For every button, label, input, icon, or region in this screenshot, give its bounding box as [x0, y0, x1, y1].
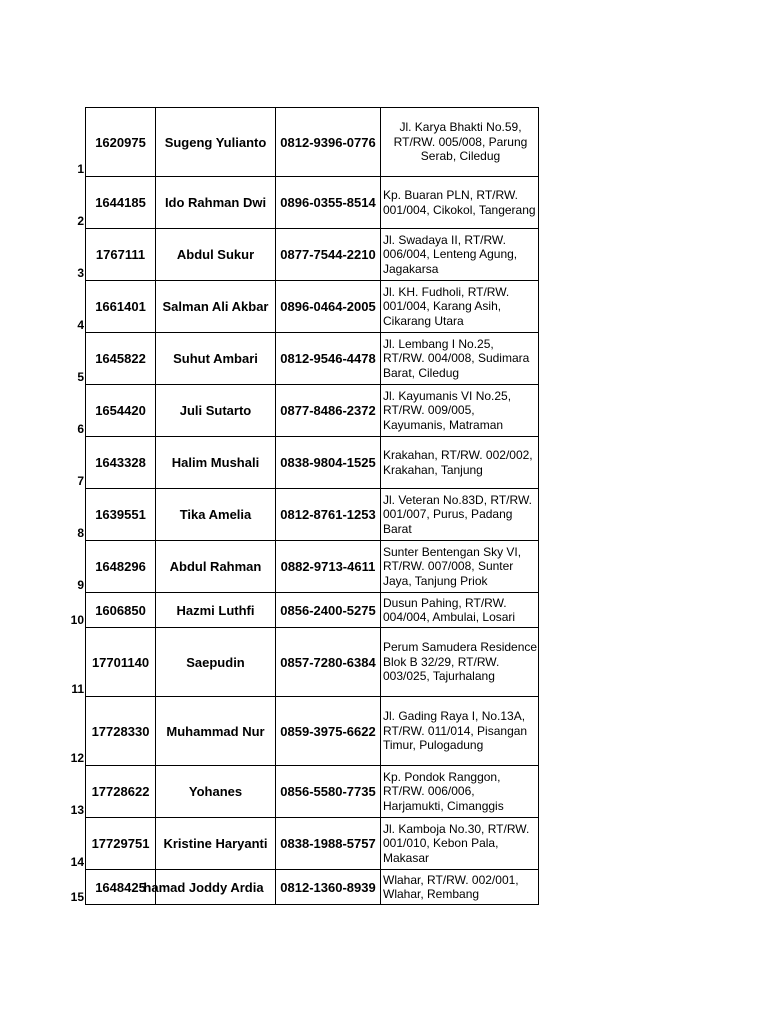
address-cell[interactable]: Jl. Swadaya II, RT/RW. 006/004, Lenteng Agung, Jagakarsa: [381, 229, 539, 281]
phone-cell[interactable]: 0896-0464-2005: [276, 281, 381, 333]
address-cell[interactable]: Jl. Gading Raya I, No.13A, RT/RW. 011/014, Pisangan Timur, Pulogadung: [381, 697, 539, 766]
row-number: 1: [77, 161, 84, 176]
table-row: [58, 385, 539, 437]
phone-cell[interactable]: 0838-1988-5757: [276, 818, 381, 870]
phone-cell[interactable]: 0896-0355-8514: [276, 177, 381, 229]
row-number: 10: [70, 612, 84, 627]
id-cell[interactable]: 1654420: [86, 385, 156, 437]
address-cell[interactable]: Krakahan, RT/RW. 002/002, Krakahan, Tanjung: [381, 437, 539, 489]
name-cell[interactable]: [143, 870, 276, 905]
phone-cell[interactable]: 0877-8486-2372: [276, 385, 381, 437]
id-cell[interactable]: 1643328: [86, 437, 156, 489]
phone-cell[interactable]: 0856-2400-5275: [276, 593, 381, 628]
row-number: 4: [77, 317, 84, 332]
name-cell[interactable]: Salman Ali Akbar: [156, 281, 276, 333]
id-cell[interactable]: 1648425: [86, 870, 156, 905]
phone-cell[interactable]: 0812-1360-8939: [276, 870, 381, 905]
address-cell[interactable]: Dusun Pahing, RT/RW. 004/004, Ambulai, Losari: [381, 593, 539, 628]
name-cell[interactable]: Sugeng Yulianto: [156, 108, 276, 177]
row-number: 12: [70, 750, 84, 765]
table-row: [58, 766, 539, 818]
name-cell[interactable]: Tika Amelia: [156, 489, 276, 541]
id-cell[interactable]: 17701140: [86, 628, 156, 697]
id-cell[interactable]: 1620975: [86, 108, 156, 177]
phone-cell[interactable]: 0857-7280-6384: [276, 628, 381, 697]
table-row: [58, 870, 539, 905]
row-number: 6: [77, 421, 84, 436]
name-cell[interactable]: Abdul Rahman: [156, 541, 276, 593]
row-number: 15: [70, 889, 84, 904]
table-row: [58, 628, 539, 697]
row-number: 5: [77, 369, 84, 384]
phone-cell[interactable]: 0812-9546-4478: [276, 333, 381, 385]
phone-cell[interactable]: 0812-9396-0776: [276, 108, 381, 177]
name-cell[interactable]: Hazmi Luthfi: [156, 593, 276, 628]
name-cell[interactable]: Halim Mushali: [156, 437, 276, 489]
row-number: 11: [71, 681, 84, 696]
name-cell[interactable]: Saepudin: [156, 628, 276, 697]
row-number: 14: [70, 854, 84, 869]
address-cell[interactable]: Jl. Kamboja No.30, RT/RW. 001/010, Kebon Pala, Makasar: [381, 818, 539, 870]
address-cell[interactable]: Jl. Veteran No.83D, RT/RW. 001/007, Purus, Padang Barat: [381, 489, 539, 541]
phone-cell[interactable]: 0812-8761-1253: [276, 489, 381, 541]
address-cell[interactable]: Kp. Buaran PLN, RT/RW. 001/004, Cikokol, Tangerang: [381, 177, 539, 229]
address-cell[interactable]: Perum Samudera Residence Blok B 32/29, RT/RW. 003/025, Tajurhalang: [381, 628, 539, 697]
id-cell[interactable]: 1639551: [86, 489, 156, 541]
table-row: [58, 818, 539, 870]
name-cell[interactable]: Abdul Sukur: [156, 229, 276, 281]
id-cell[interactable]: 1767111: [86, 229, 156, 281]
address-cell[interactable]: Jl. Kayumanis VI No.25, RT/RW. 009/005, Kayumanis, Matraman: [381, 385, 539, 437]
name-cell[interactable]: Muhammad Nur: [156, 697, 276, 766]
row-number: 2: [77, 213, 84, 228]
name-cell[interactable]: Juli Sutarto: [156, 385, 276, 437]
id-cell[interactable]: 1648296: [86, 541, 156, 593]
phone-cell[interactable]: 0859-3975-6622: [276, 697, 381, 766]
id-cell[interactable]: 17728622: [86, 766, 156, 818]
row-number: 9: [77, 577, 84, 592]
table-row: [58, 541, 539, 593]
name-cell-text: hamad Joddy Ardia: [143, 879, 264, 895]
table-row: [58, 437, 539, 489]
name-cell[interactable]: Suhut Ambari: [156, 333, 276, 385]
table-row: [58, 593, 539, 628]
phone-cell[interactable]: 0882-9713-4611: [276, 541, 381, 593]
row-number: 7: [77, 473, 84, 488]
address-cell[interactable]: Jl. Karya Bhakti No.59, RT/RW. 005/008, Parung Serab, Ciledug: [381, 108, 539, 177]
phone-cell[interactable]: 0838-9804-1525: [276, 437, 381, 489]
row-number: 13: [70, 802, 84, 817]
id-cell[interactable]: 1661401: [86, 281, 156, 333]
id-cell[interactable]: 1606850: [86, 593, 156, 628]
address-cell[interactable]: Jl. Lembang I No.25, RT/RW. 004/008, Sudimara Barat, Ciledug: [381, 333, 539, 385]
table-row: [58, 177, 539, 229]
table-row: [58, 281, 539, 333]
id-cell[interactable]: 1644185: [86, 177, 156, 229]
address-cell[interactable]: Kp. Pondok Ranggon, RT/RW. 006/006, Harjamukti, Cimanggis: [381, 766, 539, 818]
address-cell[interactable]: Jl. KH. Fudholi, RT/RW. 001/004, Karang Asih, Cikarang Utara: [381, 281, 539, 333]
address-cell[interactable]: Wlahar, RT/RW. 002/001, Wlahar, Rembang: [381, 870, 539, 905]
name-cell[interactable]: Kristine Haryanti: [156, 818, 276, 870]
table-row: [58, 333, 539, 385]
id-cell[interactable]: 17728330: [86, 697, 156, 766]
phone-cell[interactable]: 0877-7544-2210: [276, 229, 381, 281]
table-row: [58, 697, 539, 766]
name-cell[interactable]: Yohanes: [156, 766, 276, 818]
phone-cell[interactable]: 0856-5580-7735: [276, 766, 381, 818]
data-table: [58, 107, 539, 905]
name-cell[interactable]: Ido Rahman Dwi: [156, 177, 276, 229]
spreadsheet: [58, 107, 539, 905]
table-row: [58, 108, 539, 177]
id-cell[interactable]: 1645822: [86, 333, 156, 385]
id-cell[interactable]: 17729751: [86, 818, 156, 870]
table-row: [58, 229, 539, 281]
address-cell[interactable]: Sunter Bentengan Sky VI, RT/RW. 007/008, Sunter Jaya, Tanjung Priok: [381, 541, 539, 593]
table-row: [58, 489, 539, 541]
row-number: 8: [77, 525, 84, 540]
row-number: 3: [77, 265, 84, 280]
